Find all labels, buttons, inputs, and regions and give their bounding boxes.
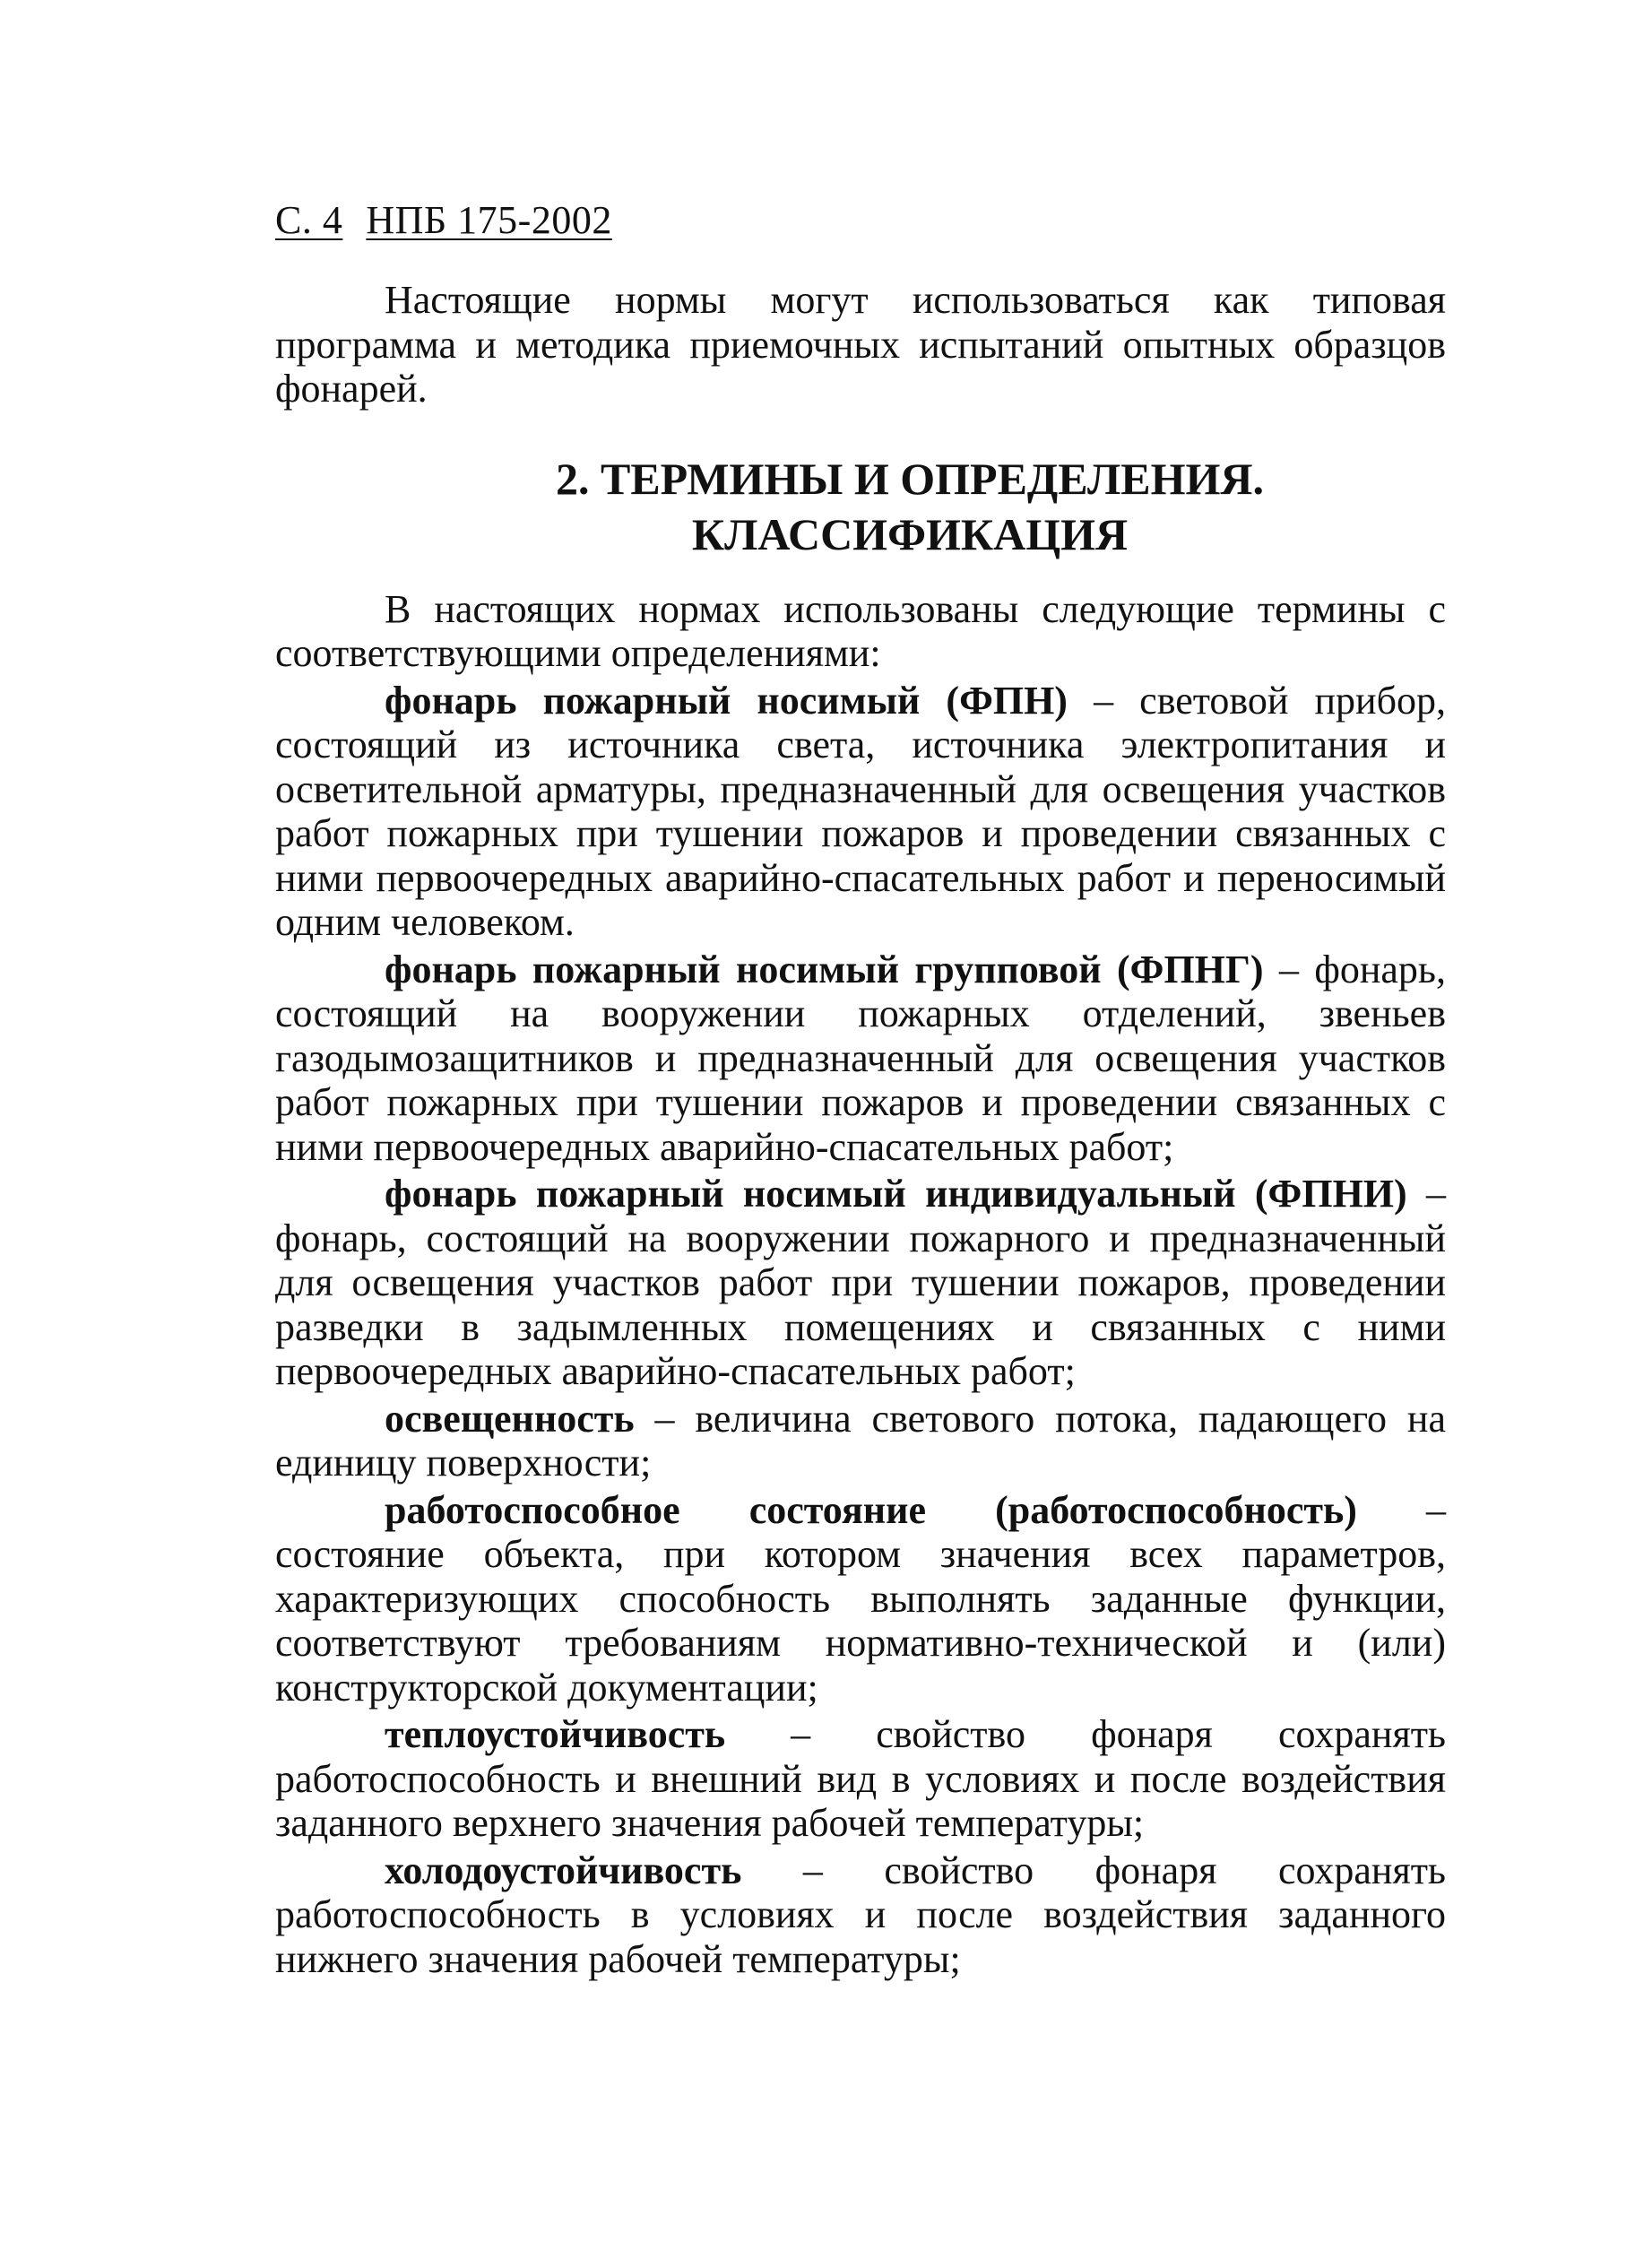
- definition-text: – величина светового потока, падающего на единицу поверхности;: [275, 1396, 1446, 1485]
- definition-term: теплоустойчивость: [385, 1712, 726, 1756]
- page-content: [275, 278, 1446, 1984]
- definition-text: – фонарь, состоящий на вооружении пожарного и предназначенный для освещения участков работ при тушении пожаров, проведении разведки в задымленных помещениях и связанных с ними первоочередных аварийно-спасательных работ;: [275, 1172, 1447, 1393]
- definition-term: фонарь пожарный носимый индивидуальный (ФПНИ): [385, 1172, 1407, 1216]
- definition-paragraph: [275, 1397, 1446, 1485]
- section-heading: [275, 451, 1446, 562]
- definition-text: – состояние объекта, при котором значения всех параметров, характеризующих способность выполнять заданные функции, соответствуют требованиям нормативно-технической и (или) конструкторской документации;: [275, 1487, 1447, 1710]
- definition-paragraph: [275, 1848, 1446, 1982]
- definition-text: – свойство фонаря сохранять работоспособность в условиях и после воздействия заданного нижнего значения рабочей температуры;: [275, 1848, 1446, 1981]
- definition-term: фонарь пожарный носимый групповой (ФПНГ): [385, 947, 1264, 991]
- intro-paragraph: Настоящие нормы могут использоваться как типовая программа и методика приемочных испытаний опытных образцов фонарей.: [275, 278, 1446, 411]
- definition-paragraph: [275, 679, 1446, 945]
- definition-paragraph: [275, 948, 1446, 1170]
- section-heading-line-2: КЛАССИФИКАЦИЯ: [691, 508, 1129, 559]
- definition-paragraph: [275, 1488, 1446, 1710]
- document-code: НПБ 175-2002: [366, 198, 612, 242]
- definition-term: освещенность: [385, 1396, 635, 1441]
- lead-paragraph: В настоящих нормах использованы следующие термины с соответствующими определениями:: [275, 586, 1446, 675]
- definition-text: – свойство фонаря сохранять работоспособность и внешний вид в условиях и после воздействия заданного верхнего значения рабочей температуры;: [275, 1712, 1446, 1845]
- definition-term: фонарь пожарный носимый (ФПН): [385, 678, 1068, 723]
- definition-text: – световой прибор, состоящий из источника света, источника электропитания и осветительной арматуры, предназначенный для освещения участков работ пожарных при тушении пожаров и проведении связанных с ними первоочередных аварийно-спасательных работ и переносимый одним человеком.: [275, 678, 1446, 944]
- definition-paragraph: [275, 1712, 1446, 1846]
- section-heading-line-1: 2. ТЕРМИНЫ И ОПРЕДЕЛЕНИЯ.: [555, 453, 1264, 504]
- page-header: [275, 195, 612, 246]
- definition-term: холодоустойчивость: [385, 1848, 742, 1892]
- definition-text: – фонарь, состоящий на вооружении пожарных отделений, звеньев газодымозащитников и предназначенный для освещения участков работ пожарных при тушении пожаров и проведении связанных с ними первоочередных аварийно-спасательных работ;: [275, 947, 1446, 1169]
- definition-paragraph: [275, 1172, 1446, 1394]
- page-number: С. 4: [275, 198, 343, 242]
- definition-term: работоспособное состояние (работоспособность): [385, 1487, 1357, 1532]
